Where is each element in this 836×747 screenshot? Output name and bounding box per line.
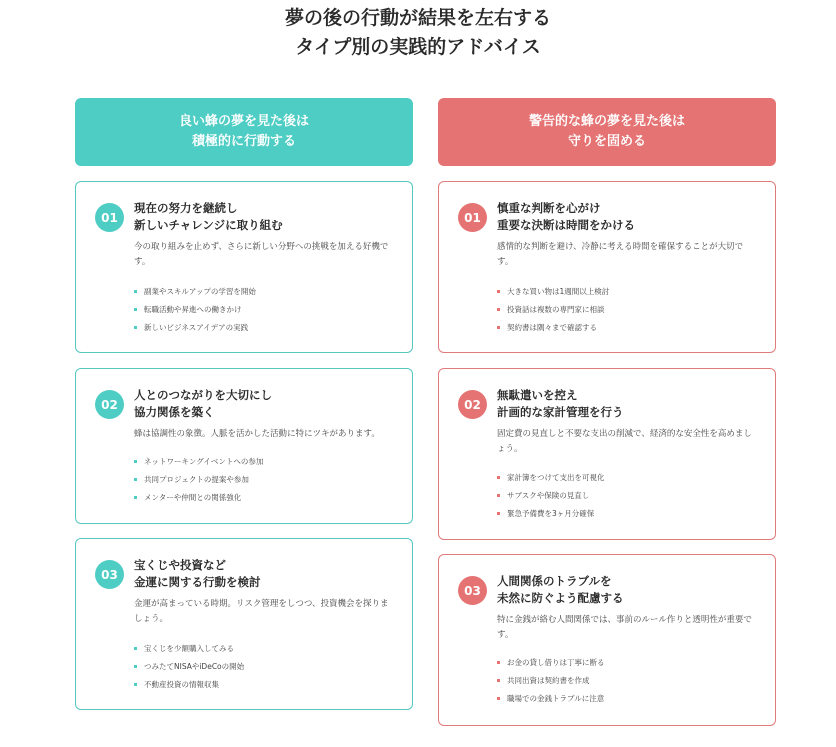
card-title [497,387,767,421]
card-description: 蜂は協調性の象徴。人脈を活かした活動に特にツキがあります。 [134,429,380,439]
card-title-line2: 金運に関する行動を検討 [134,575,261,589]
number-badge: 01 [458,203,487,232]
bullet-list [497,654,759,708]
card-title-line2: 未然に防ぐよう配慮する [497,591,624,605]
list-item: 職場での金銭トラブルに注意 [497,690,759,708]
list-item: 家計簿をつけて支出を可視化 [497,469,759,487]
list-item: 契約書は隅々まで確認する [497,319,759,337]
bullet-list [497,283,759,337]
list-item: 緊急予備費を3ヶ月分確保 [497,505,759,523]
list-item: 不動産投資の情報収集 [134,676,396,694]
card-title-line2: 新しいチャレンジに取り組む [134,218,283,232]
bullet-list [134,640,396,694]
number-badge: 02 [458,390,487,419]
card-title [134,200,404,234]
number-badge: 01 [95,203,124,232]
warning-header-line2: 守りを固める [567,134,646,149]
list-item: 共同出資は契約書を作成 [497,672,759,690]
list-item: つみたてNISAやiDeCoの開始 [134,658,396,676]
list-item: 新しいビジネスアイデアの実践 [134,319,396,337]
warning-card-3 [438,554,776,726]
card-title [134,557,404,591]
bullet-list [497,469,759,523]
list-item: 副業やスキルアップの学習を開始 [134,283,396,301]
list-item: お金の貸し借りは丁寧に断る [497,654,759,672]
card-title-line1: 人とのつながりを大切にし [134,388,272,402]
warning-card-1 [438,181,776,353]
warning-card-2 [438,368,776,540]
card-title-line1: 宝くじや投資など [134,558,226,572]
list-item: 大きな買い物は1週間以上検討 [497,283,759,301]
number-badge: 03 [95,560,124,589]
card-description: 固定費の見直しと不要な支出の削減で、経済的な安全性を高めましょう。 [497,429,752,454]
card-title-line1: 慎重な判断を心がけ [497,201,601,215]
positive-card-3 [75,538,413,710]
list-item: 投資話は複数の専門家に相談 [497,301,759,319]
card-title-line1: 現在の努力を継続し [134,201,238,215]
list-item: 共同プロジェクトの提案や参加 [134,471,396,489]
page-title [0,4,836,62]
card-title-line2: 計画的な家計管理を行う [497,405,624,419]
positive-header-line1: 良い蜂の夢を見た後は [178,114,309,129]
positive-header-line2: 積極的に行動する [191,134,296,149]
number-badge: 03 [458,576,487,605]
number-badge: 02 [95,390,124,419]
positive-header [75,98,413,166]
card-title-line2: 協力関係を築く [134,405,215,419]
list-item: メンターや仲間との関係強化 [134,489,396,507]
card-title [134,387,404,421]
card-title [497,573,767,607]
list-item: 転職活動や昇進への働きかけ [134,301,396,319]
card-description: 金運が高まっている時期。リスク管理をしつつ、投資機会を探りましょう。 [134,599,389,624]
positive-card-2 [75,368,413,524]
warning-header [438,98,776,166]
list-item: サブスクや保険の見直し [497,487,759,505]
list-item: 宝くじを少額購入してみる [134,640,396,658]
warning-header-line1: 警告的な蜂の夢を見た後は [528,114,685,129]
card-title-line2: 重要な決断は時間をかける [497,218,635,232]
card-title-line1: 人間関係のトラブルを [497,574,612,588]
list-item: ネットワーキングイベントへの参加 [134,453,396,471]
card-title [497,200,767,234]
card-description: 今の取り組みを止めず、さらに新しい分野への挑戦を加える好機です。 [134,242,389,267]
page-title-line1: 夢の後の行動が結果を左右する [284,7,551,29]
bullet-list [134,283,396,337]
positive-card-1 [75,181,413,353]
page-title-line2: タイプ別の実践的アドバイス [295,36,541,58]
card-description: 感情的な判断を避け、冷静に考える時間を確保することが大切です。 [497,242,744,267]
card-title-line1: 無駄遣いを控え [497,388,578,402]
card-description: 特に金銭が絡む人間関係では、事前のルール作りと透明性が重要です。 [497,615,752,640]
bullet-list [134,453,396,507]
